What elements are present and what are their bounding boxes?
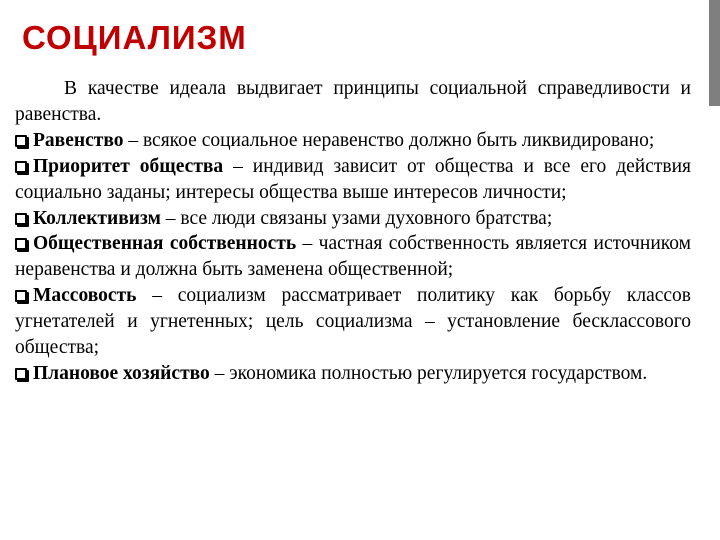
item-term: Равенство — [33, 129, 124, 151]
item-term: Общественная собственность — [33, 233, 297, 255]
list-item — [15, 283, 691, 361]
scrollbar-thumb[interactable] — [709, 0, 720, 106]
item-term: Массовость — [33, 285, 137, 307]
item-term: Плановое хозяйство — [33, 362, 210, 384]
list-item — [15, 361, 691, 387]
checkbox-square-bullet-icon — [15, 135, 27, 147]
intro-paragraph: В качестве идеала выдвигает принципы социальной справедливости и равенства. — [15, 78, 691, 125]
checkbox-square-bullet-icon — [15, 238, 27, 250]
checkbox-square-bullet-icon — [15, 213, 27, 225]
checkbox-square-bullet-icon — [15, 290, 27, 302]
list-item — [15, 154, 691, 206]
checkbox-square-bullet-icon — [15, 368, 27, 380]
item-term: Приоритет общества — [33, 155, 224, 177]
item-text: – индивид зависит от общества и все его действия социально заданы; интересы общества выше интересов личности; — [15, 155, 692, 203]
item-text: – экономика полностью регулируется государством. — [209, 362, 648, 384]
item-text: – все люди связаны узами духовного братства; — [160, 207, 553, 229]
item-term: Коллективизм — [33, 207, 161, 229]
slide-title: СОЦИАЛИЗМ — [22, 19, 247, 56]
list-item — [15, 206, 691, 232]
list-item — [15, 231, 691, 283]
checkbox-square-bullet-icon — [15, 161, 27, 173]
item-text: – всякое социальное неравенство должно быть ликвидировано; — [123, 129, 655, 151]
item-text: – частная собственность является источником неравенства и должна быть заменена общественной; — [15, 233, 691, 281]
list-item — [15, 128, 691, 154]
slide-body — [15, 76, 691, 387]
item-text: – социализм рассматривает политику как борьбу классов угнетателей и угнетенных; цель социализма – установление бесклассового общества; — [15, 285, 691, 359]
